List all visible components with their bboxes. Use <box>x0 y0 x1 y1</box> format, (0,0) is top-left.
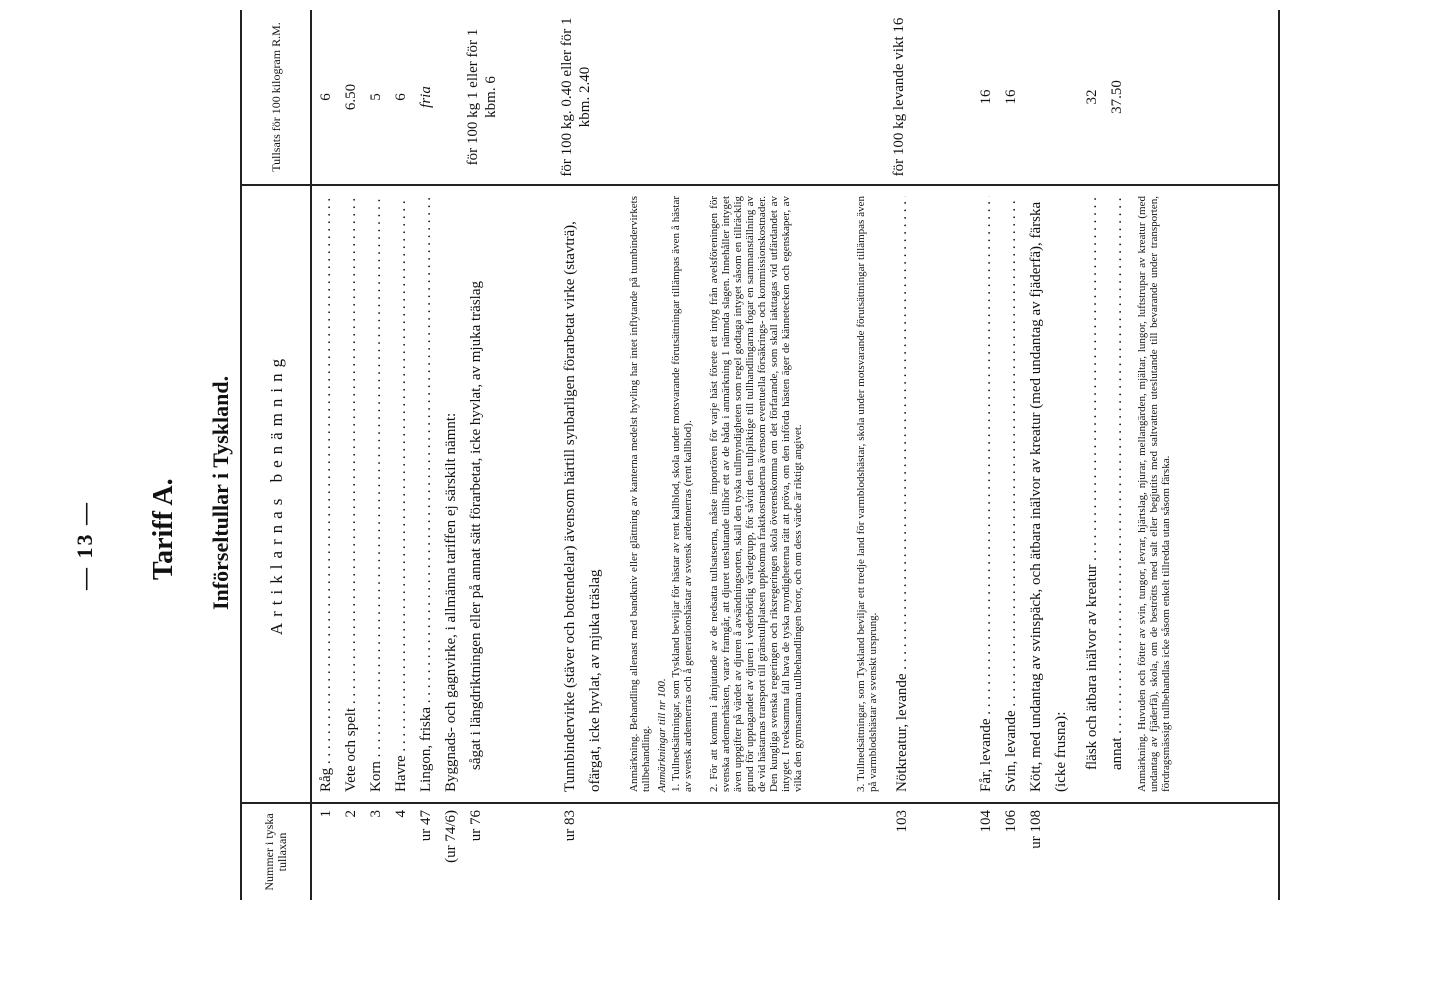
row-number: 104 <box>978 810 994 833</box>
digitization-credit <box>1412 10 1432 990</box>
row-number: ur 83 <box>562 810 578 842</box>
row-number: ur 47 <box>418 810 434 842</box>
row-number: ur 108 <box>1028 810 1044 849</box>
row-rate: 6 <box>393 93 409 101</box>
header-rate: Tullsats för 100 kilogram R.M. <box>268 22 283 172</box>
row-number: 3 <box>368 810 384 818</box>
row-number: 103 <box>894 810 910 833</box>
table-body <box>310 10 1280 900</box>
row-rate: för 100 kg. 0.40 eller för 1 kbm. 2.40 <box>559 17 593 177</box>
row-article: Nötkreatur, levande . . . <box>890 196 915 792</box>
column-divider <box>310 802 1278 804</box>
page-subtitle: Införseltullar i Tyskland. <box>208 375 233 610</box>
row-rate: 5 <box>368 93 384 101</box>
row-number: 4 <box>393 810 409 818</box>
row-rate: fria <box>418 86 434 108</box>
row-number: ur 76 <box>468 810 484 842</box>
header-article: Artiklarnas benämning <box>242 184 310 804</box>
row-article: fläsk och ätbara inälvor av kreatur . . . <box>1080 196 1105 770</box>
page-number: — 13 — <box>72 501 97 590</box>
row-article: sågat i längdriktningen eller på annat sätt förarbetat, icke hyvlat, av mjuka träslag <box>468 281 484 770</box>
row-article: Korn . . . <box>364 196 389 792</box>
column-divider <box>310 184 1278 186</box>
note-100-1: 1. Tullnedsättningar, som Tyskland beviljar för hästar av rent kallblod, skola under motsvarande förutsättningar tillämpas även å hästar av svensk ardennerras och å generationshästar av svensk ardennerras (rent kallblod). <box>670 196 694 792</box>
row-article: Svin, levande . . . <box>999 196 1024 792</box>
note-108: Anmärkning. Huvuden och fötter av svin, tungor, levrar, hjärtslag, njurar, mellangärden, mjältar, lungor, luftstrupar av kreatur (med undantag av fjäderfä), skola, om de beströtts med salt eller begjutits med saltvatten uteslutande till bevarande under transporten, fördragsmässigt tullbehandlas icke såsom enkelt tillredda utan såsom färska. <box>1136 196 1172 792</box>
header-number: Nummer i tyska tullaxan <box>262 813 289 891</box>
row-article: Kött, med undantag av svinspäck, och ätbara inälvor av kreatur (med undantag av fjäderfä), färska (icke frusna): <box>1028 201 1069 792</box>
row-article: Råg . . . <box>314 196 339 792</box>
note-100-2: 2. För att komma i åtnjutande av de nedsatta tullsatserna, måste importören för varje häst förete ett intyg från avelsföreningen för svenska ardennerhästen, varav framgår, att djuret uteslutande tillhör ett av de båda i anmärkning 1 nämnda slagen. Innehåller intyget även uppgifter på värdet av djuren å avsändningsorten, skall den tyska tullmyndigheten som regel godtaga intyget såsom en tillräcklig grund för upptagandet av djuren i vederbörlig värdegrupp, för såvitt den tullpliktige till tullhandlingarna fogar en sammanställning av de vid hästarnas transport till gränstullplatsen uppkomna fraktkostnaderna ävensom eventuella försäkrings- och kommissionskostnader. Den kungliga svenska regeringen och riksregeringen skola överenskomma om det förfarande, som skall iakttagas vid utfärdandet av intyget. I tveksamma fall hava de tyska myndigheterna rätt att pröva, om den införda hästen äger de kännetecken och egenskaper, av vilka den gymnsamma tullbehandlingen beror, och om dess värde är riktigt angivet. <box>708 195 804 792</box>
row-article: Vete och spelt . . . <box>339 196 364 792</box>
row-rate: 16 <box>1003 89 1019 105</box>
table-header <box>240 10 312 900</box>
note-100-heading: Anmärkningar till nr 100. <box>656 678 668 792</box>
row-article: Får, levande . . . <box>974 196 999 792</box>
row-article: Lingon, friska . . . <box>414 196 439 792</box>
row-rate: för 100 kg 1 eller för 1 kbm. 6 <box>465 28 499 166</box>
row-rate: 6.50 <box>343 83 359 111</box>
row-number: (ur 74/6) <box>443 810 459 863</box>
row-rate: för 100 kg levande vikt 16 <box>891 17 907 177</box>
page-title: Tariff A. <box>148 478 179 580</box>
row-article: Havre . . . <box>389 196 414 792</box>
row-article: Tunnbindervirke (stäver och bottendelar) ävensom härtill synbarligen förarbetat virke (stavträ), ofärgat, icke hyvlat, av mjuka träslag <box>562 221 603 792</box>
row-rate: 37.50 <box>1109 80 1125 114</box>
row-rate: 6 <box>318 93 334 101</box>
tariff-table <box>240 10 1280 900</box>
row-number: 106 <box>1003 810 1019 833</box>
note-83: Anmärkning. Behandling allenast med bandkniv eller glättning av kanterna medelst hyvling har intet inflytande på tunnbindervirkets tullbehandling. <box>628 196 652 792</box>
row-article: annat . . . <box>1105 196 1130 770</box>
row-number: 1 <box>318 810 334 818</box>
note-100-3: 3. Tullnedsättningar, som Tyskland beviljar ett tredje land för varmblodshästar, skola under motsvarande förutsättningar tillämpas även på varmblodshästar av svenskt ursprung. <box>855 196 879 792</box>
row-rate: 32 <box>1084 89 1100 105</box>
row-article: Byggnads- och gagnvirke, i allmänna tariffen ej särskilt nämnt: <box>443 412 459 792</box>
row-rate: 16 <box>978 89 994 105</box>
row-number: 2 <box>343 810 359 818</box>
